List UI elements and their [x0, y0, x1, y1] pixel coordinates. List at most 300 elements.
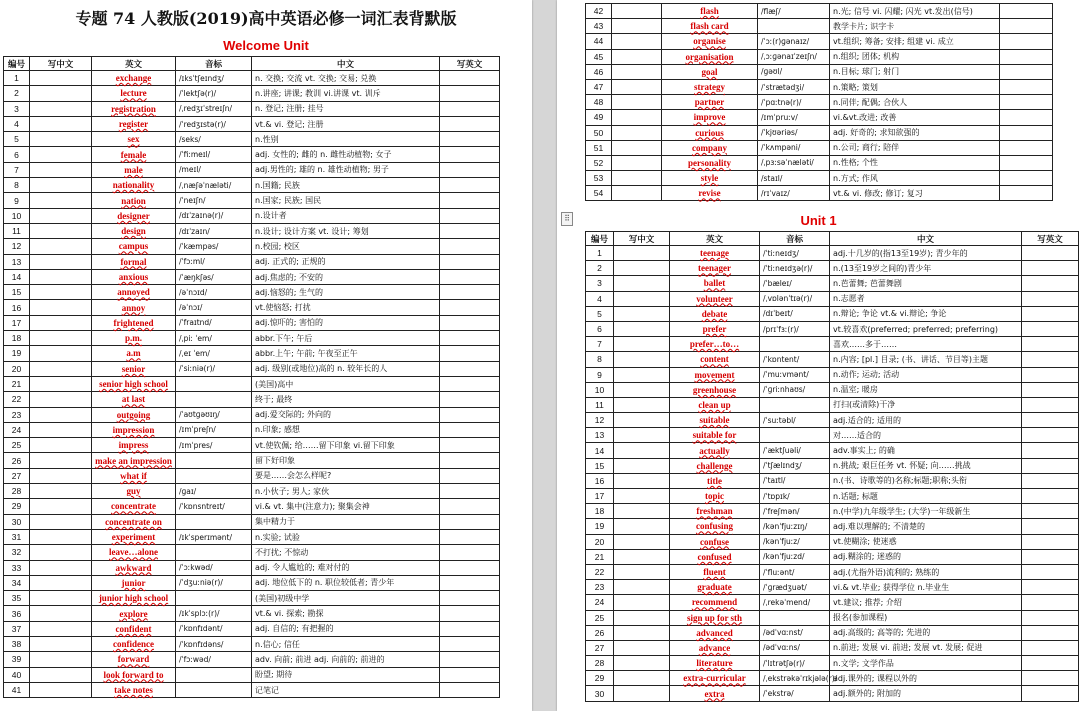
- phonetic: /ˈtiːneɪdʒə(r)/: [760, 261, 830, 276]
- write-english-blank[interactable]: [1000, 34, 1053, 49]
- phonetic: /ˈkʌmpəni/: [758, 140, 830, 155]
- write-chinese-blank[interactable]: [30, 116, 92, 131]
- english-word: curious: [662, 125, 758, 140]
- write-english-blank[interactable]: [440, 484, 500, 499]
- write-english-blank[interactable]: [440, 346, 500, 361]
- table-row: [4, 407, 500, 422]
- phonetic: /ˈsiːniə(r)/: [176, 361, 252, 376]
- write-english-blank[interactable]: [1022, 564, 1079, 579]
- chinese-meaning: n.挑战; 艰巨任务 vt. 怀疑; 向……挑战: [830, 458, 1022, 473]
- write-chinese-blank[interactable]: [614, 261, 670, 276]
- write-english-blank[interactable]: [1022, 671, 1079, 686]
- write-english-blank[interactable]: [440, 239, 500, 254]
- phonetic: /ˈneɪʃn/: [176, 193, 252, 208]
- phonetic: /ˈkɒntent/: [760, 352, 830, 367]
- chinese-meaning: adj. 自信的; 有把握的: [252, 621, 440, 636]
- write-english-blank[interactable]: [440, 361, 500, 376]
- phonetic: /ɪmˈpruːv/: [758, 110, 830, 125]
- write-english-blank[interactable]: [1022, 625, 1079, 640]
- chinese-meaning: n.信心; 信任: [252, 636, 440, 651]
- write-chinese-blank[interactable]: [30, 407, 92, 422]
- phonetic: /ˈɡriːnhaʊs/: [760, 382, 830, 397]
- write-chinese-blank[interactable]: [30, 346, 92, 361]
- table-row: [586, 246, 1079, 261]
- chinese-meaning: 要是……会怎么样呢?: [252, 468, 440, 483]
- write-chinese-blank[interactable]: [30, 132, 92, 147]
- write-english-blank[interactable]: [440, 514, 500, 529]
- write-english-blank[interactable]: [1022, 443, 1079, 458]
- write-chinese-blank[interactable]: [30, 86, 92, 101]
- write-english-blank[interactable]: [440, 147, 500, 162]
- write-english-blank[interactable]: [440, 392, 500, 407]
- chinese-meaning: vt.建议; 推荐; 介绍: [830, 595, 1022, 610]
- write-english-blank[interactable]: [440, 223, 500, 238]
- write-chinese-blank[interactable]: [614, 352, 670, 367]
- write-chinese-blank[interactable]: [30, 147, 92, 162]
- write-english-blank[interactable]: [1022, 246, 1079, 261]
- write-chinese-blank[interactable]: [614, 246, 670, 261]
- chinese-meaning: adj.难以理解的; 不清楚的: [830, 519, 1022, 534]
- write-english-blank[interactable]: [1000, 79, 1053, 94]
- write-english-blank[interactable]: [1022, 276, 1079, 291]
- write-chinese-blank[interactable]: [30, 621, 92, 636]
- write-english-blank[interactable]: [440, 300, 500, 315]
- write-chinese-blank[interactable]: [30, 193, 92, 208]
- write-english-blank[interactable]: [1022, 504, 1079, 519]
- write-chinese-blank[interactable]: [30, 162, 92, 177]
- write-english-blank[interactable]: [440, 652, 500, 667]
- row-number: 21: [4, 376, 30, 391]
- row-number: 14: [586, 443, 614, 458]
- chinese-meaning: 喜欢……多于……: [830, 337, 1022, 352]
- phonetic: /ˈɔːkwəd/: [176, 560, 252, 575]
- chinese-meaning: 留下好印象: [252, 453, 440, 468]
- phonetic: /ˈfraɪtnd/: [176, 315, 252, 330]
- write-chinese-blank[interactable]: [614, 580, 670, 595]
- write-english-blank[interactable]: [1022, 686, 1079, 701]
- table-row: [4, 667, 500, 682]
- write-english-blank[interactable]: [1000, 49, 1053, 64]
- write-english-blank[interactable]: [1022, 321, 1079, 336]
- table-row: [586, 413, 1079, 428]
- write-english-blank[interactable]: [1022, 640, 1079, 655]
- english-word: make an impression: [92, 453, 176, 468]
- write-english-blank[interactable]: [440, 438, 500, 453]
- write-english-blank[interactable]: [1022, 595, 1079, 610]
- write-english-blank[interactable]: [1000, 171, 1053, 186]
- row-number: 15: [586, 458, 614, 473]
- write-english-blank[interactable]: [440, 71, 500, 86]
- write-chinese-blank[interactable]: [30, 300, 92, 315]
- row-number: 32: [4, 545, 30, 560]
- write-chinese-blank[interactable]: [30, 208, 92, 223]
- write-chinese-blank[interactable]: [612, 4, 662, 19]
- phonetic: /ˌnæʃəˈnæləti/: [176, 178, 252, 193]
- write-english-blank[interactable]: [1000, 140, 1053, 155]
- write-chinese-blank[interactable]: [30, 315, 92, 330]
- row-number: 41: [4, 682, 30, 697]
- table-row: [586, 171, 1053, 186]
- table-row: [586, 656, 1079, 671]
- write-chinese-blank[interactable]: [30, 667, 92, 682]
- chinese-meaning: n.设计; 设计方案 vt. 设计; 筹划: [252, 223, 440, 238]
- write-chinese-blank[interactable]: [614, 443, 670, 458]
- table-row: [4, 438, 500, 453]
- write-chinese-blank[interactable]: [614, 367, 670, 382]
- row-number: 15: [4, 285, 30, 300]
- english-word: lecture: [92, 86, 176, 101]
- write-english-blank[interactable]: [440, 254, 500, 269]
- english-word: confident: [92, 621, 176, 636]
- write-chinese-blank[interactable]: [612, 79, 662, 94]
- english-word: confused: [670, 549, 760, 564]
- table-row: [586, 686, 1079, 701]
- phonetic: /ˈsuːtəbl/: [760, 413, 830, 428]
- phonetic: [176, 392, 252, 407]
- chinese-meaning: n.话题; 标题: [830, 489, 1022, 504]
- write-chinese-blank[interactable]: [614, 291, 670, 306]
- table-row: [586, 610, 1079, 625]
- row-number: 13: [4, 254, 30, 269]
- write-english-blank[interactable]: [1022, 413, 1079, 428]
- row-number: 20: [586, 534, 614, 549]
- english-word: style: [662, 171, 758, 186]
- phonetic: /ˌekstrəkəˈrɪkjələ(r)/: [760, 671, 830, 686]
- write-english-blank[interactable]: [1000, 125, 1053, 140]
- write-chinese-blank[interactable]: [30, 591, 92, 606]
- write-chinese-blank[interactable]: [612, 64, 662, 79]
- write-english-blank[interactable]: [440, 132, 500, 147]
- write-chinese-blank[interactable]: [30, 239, 92, 254]
- write-english-blank[interactable]: [1022, 382, 1079, 397]
- row-number: 22: [586, 564, 614, 579]
- chinese-meaning: adj.焦虑的; 不安的: [252, 269, 440, 284]
- chinese-meaning: n.小伙子; 男人; 家伙: [252, 484, 440, 499]
- write-chinese-blank[interactable]: [612, 49, 662, 64]
- english-word: junior high school: [92, 591, 176, 606]
- row-number: 26: [4, 453, 30, 468]
- table-row: [4, 636, 500, 651]
- phonetic: /ˈmuːvmənt/: [760, 367, 830, 382]
- write-english-blank[interactable]: [1000, 4, 1053, 19]
- write-english-blank[interactable]: [1000, 64, 1053, 79]
- phonetic: /ˈæŋkʃəs/: [176, 269, 252, 284]
- write-chinese-blank[interactable]: [30, 178, 92, 193]
- write-english-blank[interactable]: [1022, 352, 1079, 367]
- row-number: 50: [586, 125, 612, 140]
- write-english-blank[interactable]: [1022, 367, 1079, 382]
- chinese-meaning: adj. 女性的; 雌的 n. 雌性动植物; 女子: [252, 147, 440, 162]
- write-english-blank[interactable]: [440, 193, 500, 208]
- row-number: 7: [586, 337, 614, 352]
- table-row: [586, 534, 1079, 549]
- write-chinese-blank[interactable]: [30, 331, 92, 346]
- write-english-blank[interactable]: [1022, 489, 1079, 504]
- write-english-blank[interactable]: [1000, 95, 1053, 110]
- write-english-blank[interactable]: [440, 162, 500, 177]
- table-row: [4, 239, 500, 254]
- write-english-blank[interactable]: [440, 269, 500, 284]
- phonetic: /ˌeɪ ˈem/: [176, 346, 252, 361]
- chinese-meaning: vt.使糊涂; 使迷惑: [830, 534, 1022, 549]
- write-chinese-blank[interactable]: [30, 254, 92, 269]
- write-chinese-blank[interactable]: [612, 110, 662, 125]
- column-header: 英文: [92, 57, 176, 71]
- chinese-meaning: adv. 向前; 前进 adj. 向前的; 前进的: [252, 652, 440, 667]
- row-number: 2: [586, 261, 614, 276]
- write-chinese-blank[interactable]: [30, 560, 92, 575]
- row-number: 18: [4, 331, 30, 346]
- table-row: [586, 580, 1079, 595]
- write-chinese-blank[interactable]: [614, 276, 670, 291]
- write-chinese-blank[interactable]: [30, 636, 92, 651]
- write-chinese-blank[interactable]: [30, 545, 92, 560]
- write-chinese-blank[interactable]: [612, 19, 662, 34]
- write-chinese-blank[interactable]: [614, 686, 670, 701]
- write-chinese-blank[interactable]: [614, 671, 670, 686]
- write-chinese-blank[interactable]: [30, 484, 92, 499]
- write-chinese-blank[interactable]: [614, 413, 670, 428]
- english-word: look forward to: [92, 667, 176, 682]
- row-number: 30: [4, 514, 30, 529]
- write-english-blank[interactable]: [440, 636, 500, 651]
- write-chinese-blank[interactable]: [30, 361, 92, 376]
- chinese-meaning: n.印象; 感想: [252, 422, 440, 437]
- write-chinese-blank[interactable]: [614, 473, 670, 488]
- write-chinese-blank[interactable]: [30, 438, 92, 453]
- write-chinese-blank[interactable]: [30, 376, 92, 391]
- write-chinese-blank[interactable]: [30, 392, 92, 407]
- write-chinese-blank[interactable]: [612, 95, 662, 110]
- write-english-blank[interactable]: [1022, 656, 1079, 671]
- write-english-blank[interactable]: [1000, 19, 1053, 34]
- write-chinese-blank[interactable]: [614, 610, 670, 625]
- write-chinese-blank[interactable]: [30, 682, 92, 697]
- write-english-blank[interactable]: [440, 315, 500, 330]
- write-english-blank[interactable]: [440, 285, 500, 300]
- write-english-blank[interactable]: [440, 667, 500, 682]
- write-chinese-blank[interactable]: [614, 321, 670, 336]
- chinese-meaning: adj.高级的; 高等的; 先进的: [830, 625, 1022, 640]
- phonetic: [176, 376, 252, 391]
- chinese-meaning: n.温室; 暖房: [830, 382, 1022, 397]
- phonetic: /əˈnɔɪ/: [176, 300, 252, 315]
- write-chinese-blank[interactable]: [30, 499, 92, 514]
- phonetic: /ˈtɒpɪk/: [760, 489, 830, 504]
- row-number: 18: [586, 504, 614, 519]
- row-number: 21: [586, 549, 614, 564]
- row-number: 9: [4, 193, 30, 208]
- row-number: 1: [586, 246, 614, 261]
- write-chinese-blank[interactable]: [612, 171, 662, 186]
- table-move-handle-icon[interactable]: ⠿: [561, 212, 573, 226]
- write-english-blank[interactable]: [440, 499, 500, 514]
- write-chinese-blank[interactable]: [614, 564, 670, 579]
- write-english-blank[interactable]: [1000, 155, 1053, 170]
- write-english-blank[interactable]: [1022, 261, 1079, 276]
- write-chinese-blank[interactable]: [614, 595, 670, 610]
- write-english-blank[interactable]: [1000, 110, 1053, 125]
- write-chinese-blank[interactable]: [30, 71, 92, 86]
- write-english-blank[interactable]: [440, 407, 500, 422]
- table-row: [586, 382, 1079, 397]
- table-row: [4, 682, 500, 697]
- chinese-meaning: n.公司; 商行; 陪伴: [830, 140, 1000, 155]
- write-chinese-blank[interactable]: [30, 529, 92, 544]
- write-english-blank[interactable]: [1022, 291, 1079, 306]
- table-row: [4, 392, 500, 407]
- chinese-meaning: adj.额外的; 附加的: [830, 686, 1022, 701]
- write-chinese-blank[interactable]: [614, 306, 670, 321]
- write-chinese-blank[interactable]: [614, 625, 670, 640]
- write-chinese-blank[interactable]: [30, 652, 92, 667]
- vocab-table-unit1: [585, 231, 1079, 702]
- write-english-blank[interactable]: [1022, 397, 1079, 412]
- write-chinese-blank[interactable]: [612, 34, 662, 49]
- row-number: 25: [586, 610, 614, 625]
- row-number: 6: [4, 147, 30, 162]
- english-word: annoy: [92, 300, 176, 315]
- write-chinese-blank[interactable]: [612, 125, 662, 140]
- chinese-meaning: vt.使钦佩; 给……留下印象 vi.留下印象: [252, 438, 440, 453]
- phonetic: /ɡaɪ/: [176, 484, 252, 499]
- write-english-blank[interactable]: [1022, 337, 1079, 352]
- phonetic: /ˈɡrædʒuət/: [760, 580, 830, 595]
- write-english-blank[interactable]: [1022, 306, 1079, 321]
- write-english-blank[interactable]: [440, 682, 500, 697]
- write-english-blank[interactable]: [1022, 458, 1079, 473]
- write-chinese-blank[interactable]: [614, 397, 670, 412]
- write-english-blank[interactable]: [1022, 534, 1079, 549]
- write-chinese-blank[interactable]: [30, 422, 92, 437]
- write-english-blank[interactable]: [440, 575, 500, 590]
- english-word: recommend: [670, 595, 760, 610]
- phonetic: [176, 667, 252, 682]
- phonetic: /rɪˈvaɪz/: [758, 186, 830, 201]
- table-row: [586, 549, 1079, 564]
- row-number: 11: [4, 223, 30, 238]
- chinese-meaning: vt.& vi. 修改; 修订; 复习: [830, 186, 1000, 201]
- write-chinese-blank[interactable]: [30, 575, 92, 590]
- write-chinese-blank[interactable]: [614, 428, 670, 443]
- chinese-meaning: adj.适合的; 适用的: [830, 413, 1022, 428]
- write-english-blank[interactable]: [440, 376, 500, 391]
- table-row: [4, 331, 500, 346]
- phonetic: [760, 337, 830, 352]
- write-english-blank[interactable]: [1000, 186, 1053, 201]
- write-english-blank[interactable]: [1022, 473, 1079, 488]
- write-chinese-blank[interactable]: [614, 640, 670, 655]
- english-word: revise: [662, 186, 758, 201]
- write-chinese-blank[interactable]: [30, 468, 92, 483]
- row-number: 39: [4, 652, 30, 667]
- row-number: 20: [4, 361, 30, 376]
- write-chinese-blank[interactable]: [612, 186, 662, 201]
- write-chinese-blank[interactable]: [612, 140, 662, 155]
- write-english-blank[interactable]: [440, 621, 500, 636]
- chinese-meaning: n.前进; 发展 vi. 前进; 发展 vt. 发展; 促进: [830, 640, 1022, 655]
- phonetic: /əˈnɔɪd/: [176, 285, 252, 300]
- write-chinese-blank[interactable]: [614, 519, 670, 534]
- write-english-blank[interactable]: [440, 545, 500, 560]
- english-word: take notes: [92, 682, 176, 697]
- row-number: 52: [586, 155, 612, 170]
- write-chinese-blank[interactable]: [30, 606, 92, 621]
- write-english-blank[interactable]: [440, 116, 500, 131]
- chinese-meaning: adj. 好奇的; 求知欲强的: [830, 125, 1000, 140]
- row-number: 10: [4, 208, 30, 223]
- row-number: 12: [586, 413, 614, 428]
- chinese-meaning: n.内容; [pl.] 目录; (书、讲话、节目等)主题: [830, 352, 1022, 367]
- write-english-blank[interactable]: [440, 529, 500, 544]
- english-word: organisation: [662, 49, 758, 64]
- write-chinese-blank[interactable]: [614, 656, 670, 671]
- phonetic: /ˈlɪtrətʃə(r)/: [760, 656, 830, 671]
- write-chinese-blank[interactable]: [614, 534, 670, 549]
- write-english-blank[interactable]: [1022, 549, 1079, 564]
- write-chinese-blank[interactable]: [30, 514, 92, 529]
- write-chinese-blank[interactable]: [614, 458, 670, 473]
- write-english-blank[interactable]: [440, 101, 500, 116]
- row-number: 9: [586, 367, 614, 382]
- write-english-blank[interactable]: [440, 468, 500, 483]
- table-header-row: [586, 232, 1079, 246]
- table-row: [586, 261, 1079, 276]
- write-chinese-blank[interactable]: [30, 285, 92, 300]
- write-chinese-blank[interactable]: [614, 489, 670, 504]
- column-header: 写英文: [1022, 232, 1079, 246]
- table-row: [586, 443, 1079, 458]
- row-number: 10: [586, 382, 614, 397]
- write-english-blank[interactable]: [1022, 519, 1079, 534]
- write-chinese-blank[interactable]: [614, 337, 670, 352]
- write-english-blank[interactable]: [440, 453, 500, 468]
- write-chinese-blank[interactable]: [30, 223, 92, 238]
- english-word: content: [670, 352, 760, 367]
- write-english-blank[interactable]: [1022, 428, 1079, 443]
- chinese-meaning: n.性格; 个性: [830, 155, 1000, 170]
- write-english-blank[interactable]: [440, 86, 500, 101]
- write-chinese-blank[interactable]: [612, 155, 662, 170]
- column-header: 音标: [176, 57, 252, 71]
- table-row: [4, 208, 500, 223]
- write-english-blank[interactable]: [440, 422, 500, 437]
- write-english-blank[interactable]: [440, 208, 500, 223]
- write-english-blank[interactable]: [440, 560, 500, 575]
- write-chinese-blank[interactable]: [614, 382, 670, 397]
- write-chinese-blank[interactable]: [614, 549, 670, 564]
- write-chinese-blank[interactable]: [30, 269, 92, 284]
- row-number: 35: [4, 591, 30, 606]
- vocab-table-welcome-unit-continued: [585, 3, 1053, 201]
- write-english-blank[interactable]: [440, 178, 500, 193]
- write-chinese-blank[interactable]: [614, 504, 670, 519]
- write-chinese-blank[interactable]: [30, 101, 92, 116]
- chinese-meaning: n.目标; 球门; 射门: [830, 64, 1000, 79]
- row-number: 19: [4, 346, 30, 361]
- table-row: [586, 321, 1079, 336]
- row-number: 5: [586, 306, 614, 321]
- write-english-blank[interactable]: [1022, 580, 1079, 595]
- write-chinese-blank[interactable]: [30, 453, 92, 468]
- write-english-blank[interactable]: [1022, 610, 1079, 625]
- write-english-blank[interactable]: [440, 331, 500, 346]
- table-row: [4, 193, 500, 208]
- write-english-blank[interactable]: [440, 606, 500, 621]
- write-english-blank[interactable]: [440, 591, 500, 606]
- phonetic: /ˈkjʊəriəs/: [758, 125, 830, 140]
- english-word: campus: [92, 239, 176, 254]
